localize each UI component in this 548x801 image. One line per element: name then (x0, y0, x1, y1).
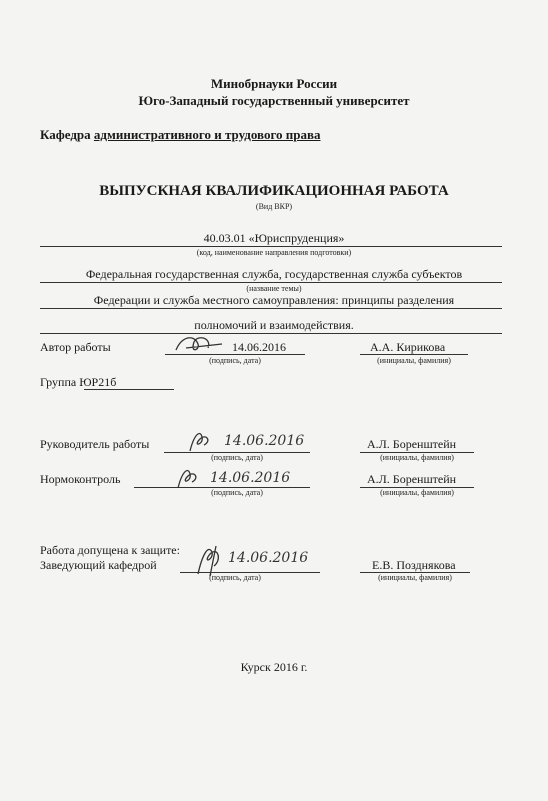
group-label: Группа (40, 375, 77, 389)
normcontrol-name-caption: (инициалы, фамилия) (380, 488, 454, 497)
department-prefix: Кафедра (40, 127, 91, 142)
head-name-caption: (инициалы, фамилия) (378, 573, 452, 582)
ministry-name: Минобрнауки России (210, 76, 338, 91)
department-name: административного и трудового права (93, 127, 321, 142)
department-line (40, 127, 321, 143)
supervisor-name-caption: (инициалы, фамилия) (380, 453, 454, 462)
head-label: Заведующий кафедрой (40, 558, 157, 572)
supervisor-name: А.Л. Боренштейн (367, 437, 457, 451)
author-name: А.А. Кирикова (370, 340, 446, 354)
supervisor-date: 14.06.2016 (224, 433, 305, 449)
author-date: 14.06.2016 (232, 340, 286, 354)
head-date: 14.06.2016 (228, 550, 309, 566)
topic-line-3: полномочий и взаимодействия. (194, 318, 354, 332)
document-title: ВЫПУСКНАЯ КВАЛИФИКАЦИОННАЯ РАБОТА (99, 183, 449, 199)
topic-underline-3 (40, 333, 502, 334)
topic-underline-1 (40, 282, 502, 283)
normcontrol-label: Нормоконтроль (40, 472, 121, 486)
supervisor-sign-caption: (подпись, дата) (211, 453, 263, 462)
author-sign-line (165, 354, 305, 355)
author-sign-caption: (подпись, дата) (209, 356, 261, 365)
topic-caption: (название темы) (246, 284, 302, 293)
city-year: Курск 2016 г. (240, 660, 308, 674)
group-value: ЮР21б (79, 375, 117, 389)
supervisor-signature (182, 425, 312, 455)
normcontrol-name: А.Л. Боренштейн (367, 472, 457, 486)
head-sign-caption: (подпись, дата) (209, 573, 261, 582)
supervisor-label: Руководитель работы (40, 437, 150, 451)
work-type-caption: (Вид ВКР) (255, 202, 293, 211)
admission-label: Работа допущена к защите: (40, 543, 180, 557)
university-name: Юго-Западный государственный университет (138, 93, 410, 108)
author-name-caption: (инициалы, фамилия) (377, 356, 451, 365)
normcontrol-sign-caption: (подпись, дата) (211, 488, 263, 497)
author-label: Автор работы (40, 340, 111, 354)
topic-line-1: Федеральная государственная служба, государственная служба субъектов (85, 267, 463, 281)
author-name-line (360, 354, 468, 355)
program-code: 40.03.01 «Юриспруденция» (203, 231, 345, 245)
code-underline (40, 246, 502, 247)
topic-underline-2 (40, 308, 502, 309)
group-line (40, 375, 116, 390)
head-name: Е.В. Позднякова (372, 558, 456, 572)
program-code-caption: (код, наименование направления подготовки) (196, 248, 352, 257)
normcontrol-date: 14.06.2016 (210, 470, 291, 486)
group-underline (84, 389, 174, 390)
topic-line-2: Федерации и служба местного самоуправления: принципы разделения (93, 293, 455, 307)
